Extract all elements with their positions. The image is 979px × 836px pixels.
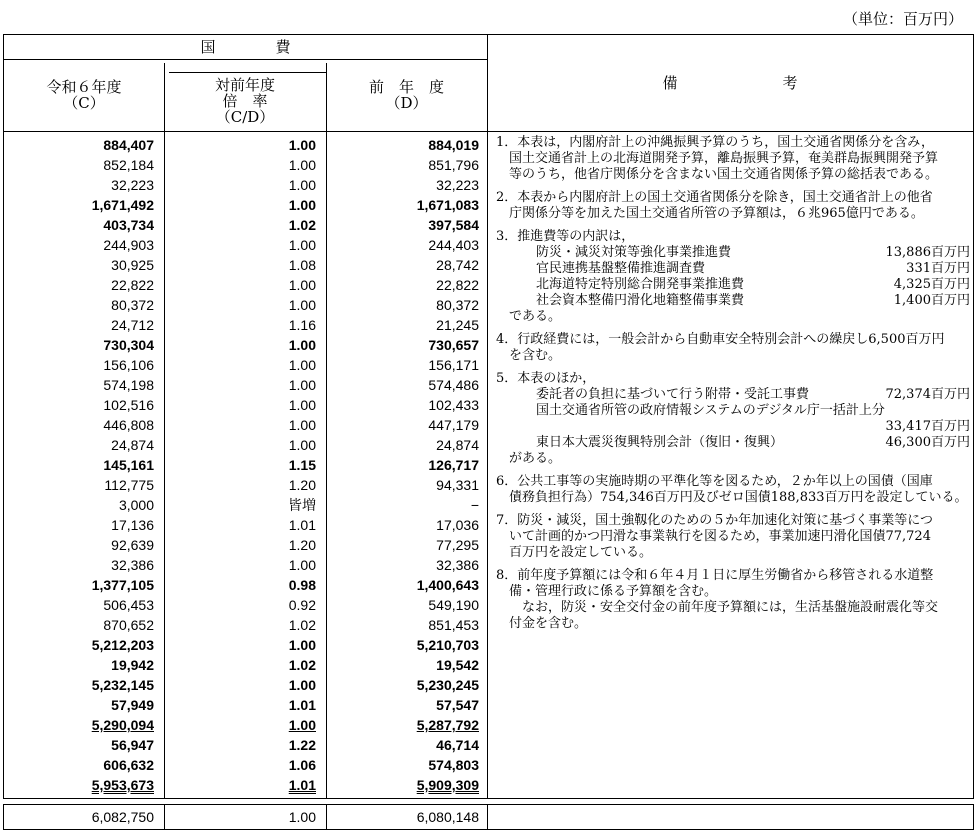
cell-ratio: 1.00 xyxy=(288,157,316,173)
cell-c: 32,386 xyxy=(111,557,154,573)
table-row xyxy=(4,195,487,215)
cell-ratio: 1.02 xyxy=(288,617,316,633)
note-7: 7．防災・減災，国土強靱化のための５か年加速化対策に基づく事業等につ いて計画的かつ円滑な事業執行を図るため，事業加速円滑化国債77,724 百万円を設定している。 xyxy=(496,513,934,560)
cell-ratio: 1.00 xyxy=(288,197,316,213)
cell-d: 77,295 xyxy=(436,537,479,553)
cell-ratio: 1.01 xyxy=(288,777,316,793)
cell-ratio: 0.98 xyxy=(288,577,316,593)
cell-ratio: 1.00 xyxy=(288,717,316,733)
cell-ratio: 1.00 xyxy=(288,377,316,393)
note-4: 4．行政経費には，一般会計から自動車安全特別会計への繰戻し6,500百万円 を含む。 xyxy=(496,332,945,363)
cell-ratio: 1.06 xyxy=(288,757,316,773)
table-row xyxy=(4,695,487,715)
cell-c: 32,223 xyxy=(111,177,154,193)
table-row xyxy=(4,575,487,595)
cell-c: 852,184 xyxy=(103,157,154,173)
header-kokuhi: 国 費 xyxy=(200,38,291,56)
cell-ratio: 1.01 xyxy=(288,517,316,533)
cell-d: 851,453 xyxy=(428,617,479,633)
cell-d: 46,714 xyxy=(436,737,479,753)
cell-ratio: 1.00 xyxy=(288,357,316,373)
cell-c: 80,372 xyxy=(111,297,154,313)
cell-ratio: 1.22 xyxy=(288,737,316,753)
note-3: 3．推進費等の内訳は， 防災・減災対策等強化事業推進費 13,886百万円 官民連携基盤整備推進調査費 331百万円 北海道特定特別総合開発事業推進費 4,325百万円 社会資本整備円滑化地籍整備事業費 1,400百万円 である。 xyxy=(496,229,970,324)
note-5: 5．本表のほか， 委託者の負担に基づいて行う附帯・受託工事費 72,374百万円 国土交通省所管の政府情報システムのデジタル庁一括計上分 33,417百万円 東日本大震災復興特別会計（復旧・復興） 46,300百万円 がある。 xyxy=(496,371,970,466)
cell-d: 21,245 xyxy=(436,317,479,333)
cell-c: 3,000 xyxy=(118,497,154,513)
table-row xyxy=(4,755,487,775)
cell-ratio: 1.15 xyxy=(288,457,316,473)
cell-ratio: 皆増 xyxy=(288,497,316,513)
table-row xyxy=(4,475,487,495)
cell-ratio: 1.00 xyxy=(288,397,316,413)
cell-c: 730,304 xyxy=(103,337,154,353)
cell-d: 1,671,083 xyxy=(416,197,479,213)
cell-ratio: 1.20 xyxy=(288,537,316,553)
note-3-item: 北海道特定特別総合開発事業推進費 4,325百万円 xyxy=(536,277,970,292)
table-row xyxy=(4,275,487,295)
cell-c: 870,652 xyxy=(103,617,154,633)
table-row xyxy=(4,235,487,255)
table-row xyxy=(4,215,487,235)
table-row xyxy=(4,775,487,795)
cell-d: 5,909,309 xyxy=(416,777,479,793)
cell-d: 244,403 xyxy=(428,237,479,253)
note-5-item-value: 33,417百万円 xyxy=(885,419,970,434)
cell-c: 145,161 xyxy=(103,457,154,473)
total-divider-3 xyxy=(487,805,488,829)
header-col-d: 前 年 度 （D） xyxy=(368,78,444,112)
table-row xyxy=(4,635,487,655)
cell-c: 19,942 xyxy=(111,657,154,673)
table-row xyxy=(4,495,487,515)
cell-ratio: 1.00 xyxy=(288,337,316,353)
table-row xyxy=(4,255,487,275)
cell-ratio: 1.00 xyxy=(288,177,316,193)
cell-c: 574,198 xyxy=(103,377,154,393)
cell-ratio: 1.02 xyxy=(288,217,316,233)
cell-c: 24,874 xyxy=(111,437,154,453)
table-row xyxy=(4,415,487,435)
cell-ratio: 1.00 xyxy=(288,137,316,153)
cell-d: 102,433 xyxy=(428,397,479,413)
cell-c: 57,949 xyxy=(111,697,154,713)
table-row xyxy=(4,355,487,375)
cell-c: 92,639 xyxy=(111,537,154,553)
note-5-item: 東日本大震災復興特別会計（復旧・復興） 46,300百万円 xyxy=(536,435,970,450)
cell-c: 1,671,492 xyxy=(91,197,154,213)
cell-d: 80,372 xyxy=(436,297,479,313)
cell-c: 446,808 xyxy=(103,417,154,433)
cell-d: 126,717 xyxy=(428,457,479,473)
cell-c: 5,953,673 xyxy=(91,777,154,793)
table-row xyxy=(4,555,487,575)
unit-label: （単位：百万円） xyxy=(842,10,963,28)
grand-total-row xyxy=(3,804,974,830)
cell-c: 5,290,094 xyxy=(91,717,154,733)
note-3-item: 社会資本整備円滑化地籍整備事業費 1,400百万円 xyxy=(536,293,970,308)
cell-d: 730,657 xyxy=(428,337,479,353)
cell-c: 156,106 xyxy=(103,357,154,373)
cell-ratio: 1.02 xyxy=(288,657,316,673)
note-3-item: 防災・減災対策等強化事業推進費 13,886百万円 xyxy=(536,245,970,260)
total-c: 6,082,750 xyxy=(91,809,154,825)
cell-ratio: 1.20 xyxy=(288,477,316,493)
cell-d: 5,230,245 xyxy=(416,677,479,693)
cell-c: 22,822 xyxy=(111,277,154,293)
table-row xyxy=(4,335,487,355)
col-divider-3 xyxy=(487,35,488,799)
cell-d: 851,796 xyxy=(428,157,479,173)
note-8: 8．前年度予算額には令和６年４月１日に厚生労働省から移管される水道整 備・管理行政に係る予算額を含む。 なお，防災・安全交付金の前年度予算額には，生活基盤施設耐震化等交 付金を含む。 xyxy=(496,568,939,631)
table-row xyxy=(4,175,487,195)
cell-c: 244,903 xyxy=(103,237,154,253)
cell-d: 156,171 xyxy=(428,357,479,373)
table-row xyxy=(4,135,487,155)
cell-d: 57,547 xyxy=(436,697,479,713)
cell-ratio: 1.00 xyxy=(288,237,316,253)
cell-d: 24,874 xyxy=(436,437,479,453)
cell-d: 19,542 xyxy=(436,657,479,673)
cell-c: 5,232,145 xyxy=(91,677,154,693)
cell-d: 447,179 xyxy=(428,417,479,433)
notes xyxy=(496,135,970,639)
table-row xyxy=(4,735,487,755)
table-row xyxy=(4,615,487,635)
cell-ratio: 1.00 xyxy=(288,637,316,653)
cell-d: 5,287,792 xyxy=(416,717,479,733)
note-6: 6．公共工事等の実施時期の平準化等を図るため，２か年以上の国債（国庫 債務負担行為）754,346百万円及びゼロ国債188,833百万円を設定している。 xyxy=(496,474,968,505)
note-5-item: 委託者の負担に基づいて行う附帯・受託工事費 72,374百万円 xyxy=(536,387,970,402)
cell-d: − xyxy=(470,497,479,513)
table-row xyxy=(4,395,487,415)
cell-c: 24,712 xyxy=(111,317,154,333)
cell-c: 5,212,203 xyxy=(91,637,154,653)
table-row xyxy=(4,315,487,335)
cell-c: 403,734 xyxy=(103,217,154,233)
table-row xyxy=(4,595,487,615)
header-col-c: 令和６年度 （C） xyxy=(46,78,122,112)
note-1: 1．本表は，内閣府計上の沖縄振興予算のうち，国土交通省関係分を含み， 国土交通省計上の北海道開発予算，離島振興予算，奄美群島振興開発予算 等のうち，他省庁関係分を含まない国土交通省関係予算の総括表である。 xyxy=(496,135,939,182)
cell-d: 397,584 xyxy=(428,217,479,233)
table-row xyxy=(4,655,487,675)
table-row xyxy=(4,435,487,455)
cell-d: 884,019 xyxy=(428,137,479,153)
header-bottom-line xyxy=(4,131,973,132)
cell-ratio: 1.00 xyxy=(288,297,316,313)
cell-d: 28,742 xyxy=(436,257,479,273)
table-row xyxy=(4,715,487,735)
cell-c: 884,407 xyxy=(103,137,154,153)
cell-c: 56,947 xyxy=(111,737,154,753)
header-col-notes: 備 考 xyxy=(662,74,798,92)
table-row xyxy=(4,455,487,475)
cell-d: 17,036 xyxy=(436,517,479,533)
budget-table xyxy=(3,34,974,799)
table-row xyxy=(4,535,487,555)
cell-d: 32,223 xyxy=(436,177,479,193)
table-row xyxy=(4,295,487,315)
cell-ratio: 1.08 xyxy=(288,257,316,273)
table-row xyxy=(4,515,487,535)
note-5-item: 国土交通省所管の政府情報システムのデジタル庁一括計上分 xyxy=(536,403,885,418)
cell-ratio: 1.16 xyxy=(288,317,316,333)
cell-d: 574,486 xyxy=(428,377,479,393)
cell-d: 32,386 xyxy=(436,557,479,573)
cell-ratio: 1.00 xyxy=(288,677,316,693)
cell-d: 1,400,643 xyxy=(416,577,479,593)
cell-c: 102,516 xyxy=(103,397,154,413)
cell-ratio: 1.01 xyxy=(288,697,316,713)
cell-ratio: 0.92 xyxy=(288,597,316,613)
note-3-item: 官民連携基盤整備推進調査費 331百万円 xyxy=(536,261,970,276)
header-col-ratio: 対前年度 倍 率 （C/D） xyxy=(214,76,275,126)
cell-d: 94,331 xyxy=(436,477,479,493)
cell-d: 5,210,703 xyxy=(416,637,479,653)
cell-d: 574,803 xyxy=(428,757,479,773)
total-d: 6,080,148 xyxy=(416,809,479,825)
cell-c: 30,925 xyxy=(111,257,154,273)
cell-c: 606,632 xyxy=(103,757,154,773)
cell-c: 506,453 xyxy=(103,597,154,613)
table-row xyxy=(4,675,487,695)
cell-ratio: 1.00 xyxy=(288,417,316,433)
note-2: 2．本表から内閣府計上の国土交通省関係分を除き，国土交通省計上の他省 庁関係分等を加えた国土交通省所管の予算額は，６兆965億円である。 xyxy=(496,190,933,221)
cell-c: 17,136 xyxy=(111,517,154,533)
table-row xyxy=(4,155,487,175)
total-ratio: 1.00 xyxy=(288,809,316,825)
cell-d: 549,190 xyxy=(428,597,479,613)
table-row xyxy=(4,375,487,395)
cell-ratio: 1.00 xyxy=(288,557,316,573)
cell-c: 112,775 xyxy=(104,477,154,493)
kokuhi-underline xyxy=(4,59,487,60)
cell-d: 22,822 xyxy=(436,277,479,293)
ratio-topline xyxy=(169,72,326,73)
cell-ratio: 1.00 xyxy=(288,437,316,453)
cell-ratio: 1.00 xyxy=(288,277,316,293)
cell-c: 1,377,105 xyxy=(91,577,154,593)
